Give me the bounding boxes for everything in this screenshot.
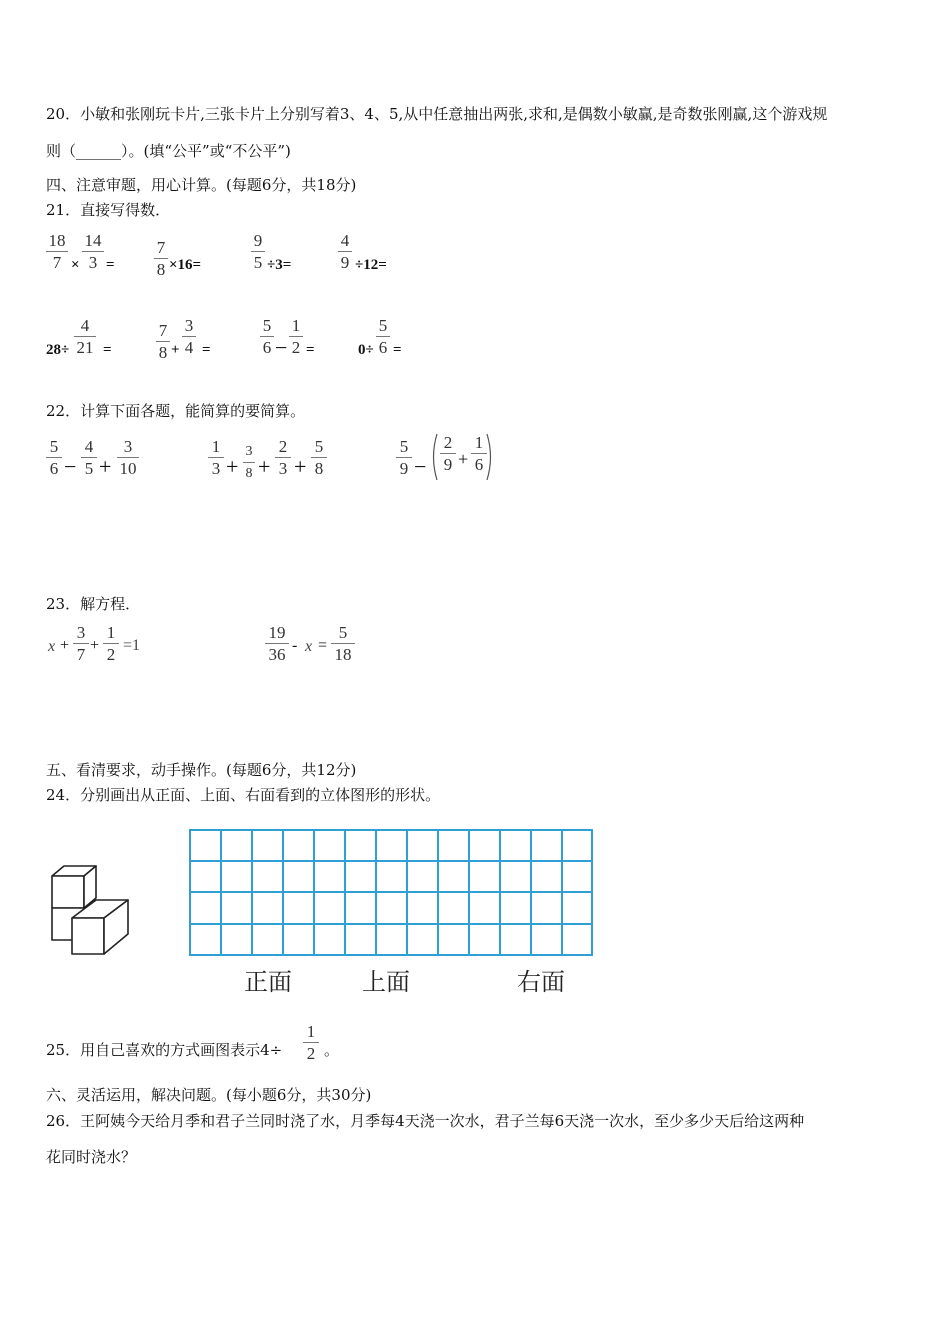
section5-title: 五、看清要求，动手操作。(每题6分，共12分) [46,761,357,779]
label-right-view: 右面 [517,968,565,996]
q20-line2: 则（______）。(填“公平”或“不公平”) [46,142,291,160]
section4-title: 四、注意审题，用心计算。(每题6分，共18分) [46,176,357,194]
drawing-grid [188,828,594,958]
section6-title: 六、灵活运用，解决问题。(每小题6分，共30分) [46,1086,372,1104]
q24-title: 24．分别画出从正面、上面、右面看到的立体图形的形状。 [46,786,441,804]
q26-line2: 花同时浇水？ [46,1148,137,1166]
q23-title: 23．解方程． [46,595,141,613]
right-paren [485,432,495,482]
cube-figure [46,862,132,958]
q20-line1: 20．小敏和张刚玩卡片,三张卡片上分别写着3、4、5,从中任意抽出两张,求和,是偶数小敏赢,是奇数张刚赢,这个游戏规 [46,105,828,123]
q21-title: 21．直接写得数． [46,201,171,219]
q22-title: 22．计算下面各题，能简算的要简算。 [46,402,306,420]
left-paren [429,432,439,482]
q26-line1: 26．王阿姨今天给月季和君子兰同时浇了水，月季每4天浇一次水，君子兰每6天浇一次水，至少多少天后给这两种 [46,1112,805,1130]
label-top-view: 上面 [362,968,410,996]
label-front-view: 正面 [244,968,292,996]
